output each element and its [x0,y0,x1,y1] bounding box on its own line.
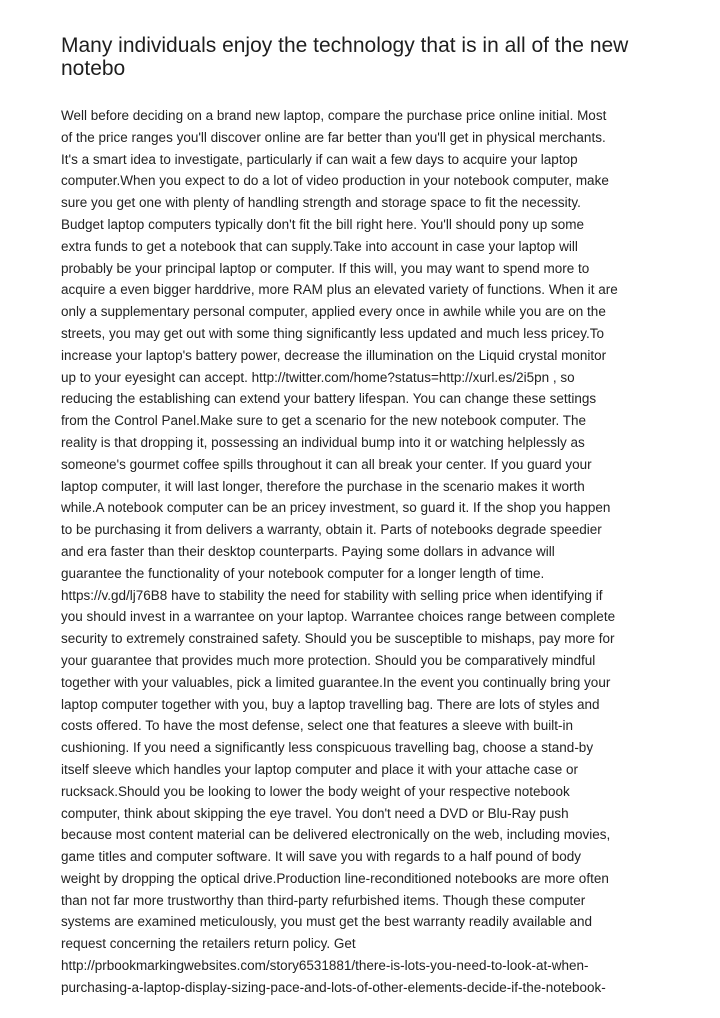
body-text-line: weight by dropping the optical drive.Production line-reconditioned notebooks are more often [61,870,609,886]
body-text-line: than not far more trustworthy than third-party refurbished items. Though these computer [61,892,586,908]
body-text-line: laptop computer, it will last longer, therefore the purchase in the scenario makes it worth [61,478,585,494]
body-text-line: of the price ranges you'll discover online are far better than you'll get in physical merchants. [61,129,606,145]
body-text-line: someone's gourmet coffee spills throughout it can all break your center. If you guard your [61,456,592,472]
body-text-line: your guarantee that provides much more protection. Should you be comparatively mindful [61,652,596,668]
body-text-line: up to your eyesight can accept. http://twitter.com/home?status=http://xurl.es/2i5pn , so [61,369,575,385]
body-text-line: reality is that dropping it, possessing an individual bump into it or watching helplessly as [61,434,585,450]
body-text-line: costs offered. To have the most defense, select one that features a sleeve with built-in [61,718,574,734]
body-text-line: cushioning. If you need a significantly less conspicuous travelling bag, choose a stand-by [61,740,594,756]
document-body [61,105,664,999]
body-text-line: security to extremely constrained safety. Should you be susceptible to mishaps, pay more for [61,631,615,647]
body-text-line: purchasing-a-laptop-display-sizing-pace-and-lots-of-other-elements-decide-if-the-notebook- [61,979,606,995]
body-text-line: extra funds to get a notebook that can supply.Take into account in case your laptop will [61,238,578,254]
body-text-line: sure you get one with plenty of handling strength and storage space to fit the necessity. [61,195,581,211]
body-text-line: game titles and computer software. It will save you with regards to a half pound of body [61,849,582,865]
body-text-line: rucksack.Should you be looking to lower the body weight of your respective notebook [61,783,570,799]
body-text-line: together with your valuables, pick a limited guarantee.In the event you continually bring your [61,674,611,690]
body-text-line: only a supplementary personal computer, applied every once in awhile while you are on the [61,304,606,320]
body-text-line: computer, think about skipping the eye travel. You don't need a DVD or Blu-Ray push [61,805,569,821]
body-text-line: and era faster than their desktop counterparts. Paying some dollars in advance will [61,543,555,559]
body-text-line: to be purchasing it from delivers a warranty, obtain it. Parts of notebooks degrade speedier [61,522,602,538]
body-text-line: request concerning the retailers return policy. Get [61,936,356,952]
body-text-line: itself sleeve which handles your laptop computer and place it with your attache case or [61,761,579,777]
body-text-line: acquire a even bigger harddrive, more RAM plus an elevated variety of functions. When it are [61,282,618,298]
body-text-line: increase your laptop's battery power, decrease the illumination on the Liquid crystal monitor [61,347,607,363]
body-text-line: http://prbookmarkingwebsites.com/story6531881/there-is-lots-you-need-to-look-at-when- [61,958,589,974]
body-text-line: It's a smart idea to investigate, particularly if can wait a few days to acquire your laptop [61,151,578,167]
body-text-line: computer.When you expect to do a lot of video production in your notebook computer, make [61,173,609,189]
body-text-line: because most content material can be delivered electronically on the web, including movies, [61,827,611,843]
body-text-line: https://v.gd/lj76B8 have to stability the need for stability with selling price when identifying if [61,587,603,603]
body-text-line: you should invest in a warrantee on your laptop. Warrantee choices range between complete [61,609,616,625]
body-text-line: laptop computer together with you, buy a laptop travelling bag. There are lots of styles and [61,696,600,712]
body-text-line: guarantee the functionality of your notebook computer for a longer length of time. [61,565,545,581]
document-title: Many individuals enjoy the technology that is in all of the new notebo [61,34,629,80]
body-text-line: streets, you may get out with some thing significantly less updated and much less pricey.To [61,325,605,341]
body-text-line: Well before deciding on a brand new laptop, compare the purchase price online initial. Most [61,108,607,123]
body-text-line: from the Control Panel.Make sure to get a scenario for the new notebook computer. The [61,413,587,429]
body-text-line: Budget laptop computers typically don't fit the bill right here. You'll should pony up some [61,216,584,232]
body-text-line: probably be your principal laptop or computer. If this will, you may want to spend more to [61,260,590,276]
body-text-line: while.A notebook computer can be an pricey investment, so guard it. If the shop you happen [61,500,611,516]
body-text-line: reducing the establishing can extend your battery lifespan. You can change these settings [61,391,597,407]
body-text-line: systems are examined meticulously, you must get the best warranty readily available and [61,914,593,930]
